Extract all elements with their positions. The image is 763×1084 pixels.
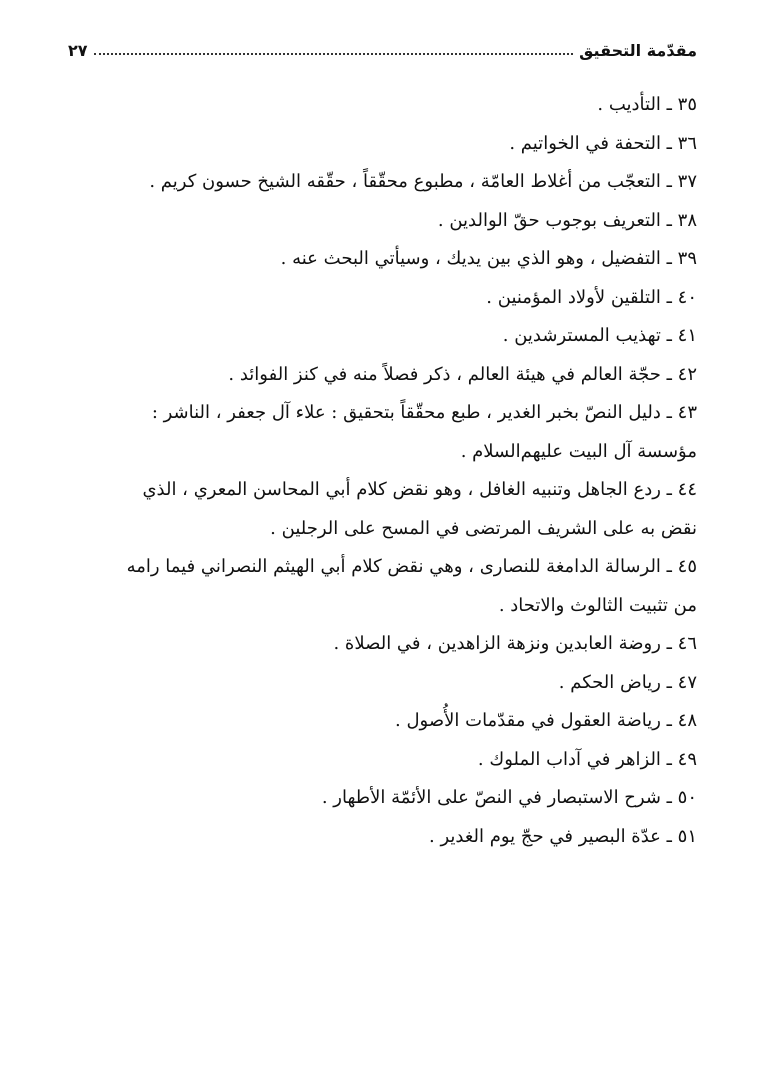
header-leader-dots	[94, 52, 574, 55]
entry-line: ٤٦ ـ روضة العابدين ونزهة الزاهدين ، في الصلاة .	[333, 633, 697, 654]
entry-line: ٥٠ ـ شرح الاستبصار في النصّ على الأئمّة الأطهار .	[321, 787, 697, 808]
entry-line: ٣٩ ـ التفضيل ، وهو الذي بين يديك ، وسيأتي البحث عنه .	[280, 248, 697, 269]
entry-line: ٤٥ ـ الرسالة الدامغة للنصارى ، وهي نقض كلام أبي الهيثم النصراني فيما رامه	[126, 556, 697, 577]
entry-line: ٤٠ ـ التلقين لأولاد المؤمنين .	[486, 286, 697, 308]
entry-line: ٤٩ ـ الزاهر في آداب الملوك .	[477, 748, 697, 770]
entry-line: ٣٧ ـ التعجّب من أغلاط العامّة ، مطبوع محقّقاً ، حقّقه الشيخ حسون كريم .	[149, 171, 697, 192]
list-item	[66, 279, 697, 318]
list-item	[66, 818, 697, 857]
list-item	[66, 317, 697, 356]
entry-line-continuation: مؤسسة آل البيت عليهم‌السلام .	[460, 440, 697, 462]
entry-line: ٣٨ ـ التعريف بوجوب حقّ الوالدين .	[437, 209, 697, 231]
header-title: مقدّمة التحقيق	[579, 41, 697, 60]
entry-line: ٤٧ ـ رياض الحكم .	[558, 671, 697, 693]
entry-line: ٤٣ ـ دليل النصّ بخبر الغدير ، طبع محقّقاً بتحقيق : علاء آل جعفر ، الناشر :	[151, 402, 697, 423]
list-item	[66, 240, 697, 279]
list-item	[66, 356, 697, 395]
list-item	[66, 664, 697, 703]
list-item	[66, 548, 697, 625]
list-item	[66, 163, 697, 202]
list-item	[66, 779, 697, 818]
entry-line-continuation: نقض به على الشريف المرتضى في المسح على الرجلين .	[270, 517, 697, 539]
list-item	[66, 202, 697, 241]
list-item	[66, 125, 697, 164]
entry-line: ٣٥ ـ التأديب .	[597, 94, 697, 115]
entry-line: ٣٦ ـ التحفة في الخواتيم .	[509, 132, 697, 154]
entry-line-continuation: من تثبيت الثالوث والاتحاد .	[498, 594, 697, 616]
list-item	[66, 86, 697, 125]
list-item	[66, 394, 697, 471]
entry-line: ٤٨ ـ رياضة العقول في مقدّمات الأُصول .	[395, 710, 697, 731]
list-item	[66, 625, 697, 664]
running-header	[68, 34, 697, 60]
entry-line: ٥١ ـ عدّة البصير في حجّ يوم الغدير .	[429, 825, 697, 847]
entry-line: ٤٢ ـ حجّة العالم في هيئة العالم ، ذكر فصلاً منه في كنز الفوائد .	[228, 363, 697, 385]
entry-line: ٤٤ ـ ردع الجاهل وتنبيه الغافل ، وهو نقض كلام أبي المحاسن المعري ، الذي	[142, 479, 697, 500]
list-item	[66, 702, 697, 741]
list-item	[66, 471, 697, 548]
page-number: ٢٧	[68, 41, 88, 60]
entry-line: ٤١ ـ تهذيب المسترشدين .	[502, 325, 697, 346]
list-item	[66, 741, 697, 780]
entry-list	[66, 86, 697, 856]
